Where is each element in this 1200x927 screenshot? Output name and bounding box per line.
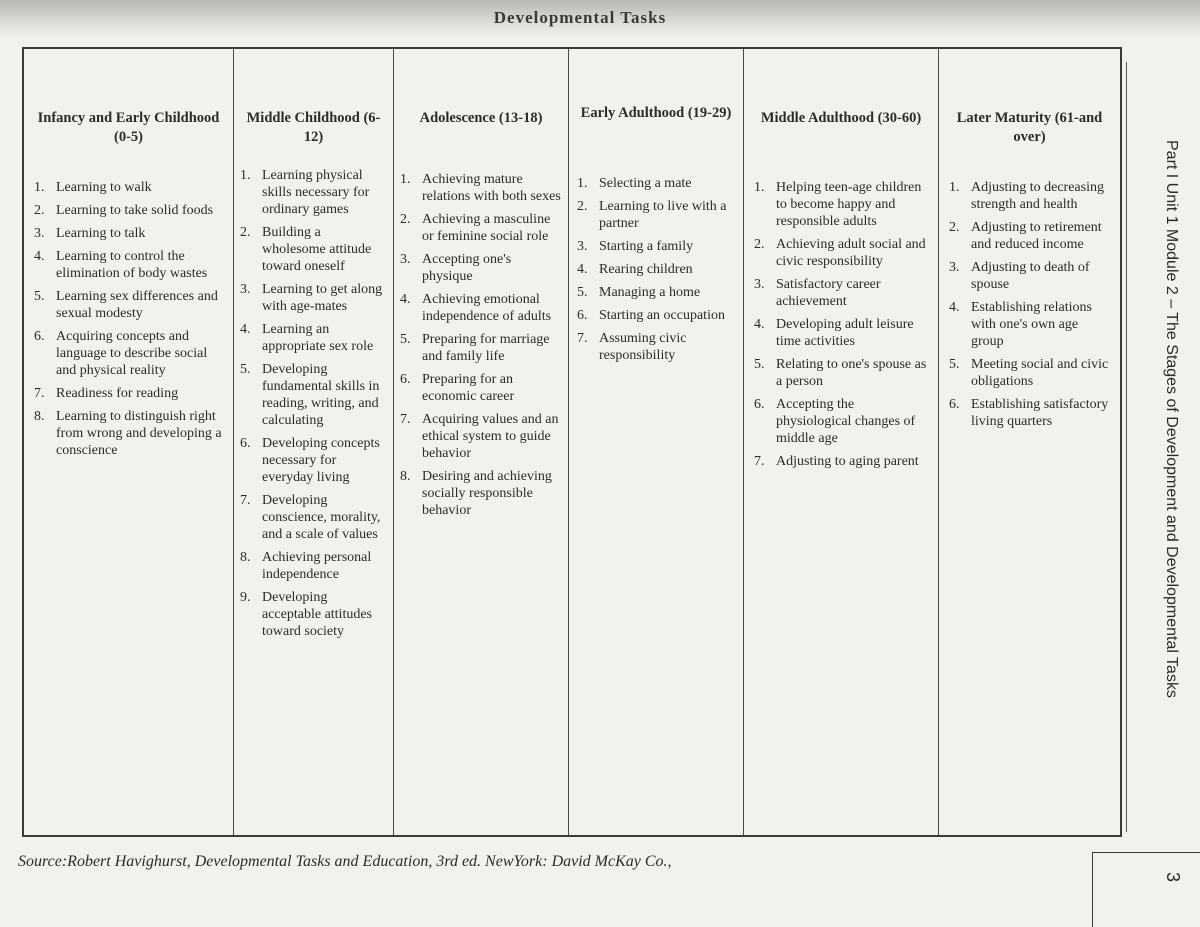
item-number: 3. [949, 260, 960, 275]
item-number: 4. [577, 262, 588, 277]
list-item [400, 251, 562, 285]
task-list [577, 175, 737, 370]
list-item [577, 330, 737, 364]
item-text: Desiring and achieving socially responsible behavior [422, 469, 552, 518]
item-text: Learning to distinguish right from wrong and developing a conscience [56, 409, 222, 458]
item-number: 4. [34, 249, 45, 264]
item-text: Relating to one's spouse as a person [776, 357, 927, 389]
item-number: 1. [577, 176, 588, 191]
item-number: 1. [754, 180, 765, 195]
item-text: Achieving emotional independence of adults [422, 292, 552, 324]
item-text: Adjusting to retirement and reduced income [971, 220, 1102, 252]
item-text: Adjusting to death of spouse [971, 260, 1090, 292]
task-list [34, 179, 227, 465]
task-list [754, 179, 932, 476]
item-number: 1. [400, 172, 411, 187]
column-heading: Later Maturity (61-and over) [956, 110, 1103, 145]
item-number: 6. [240, 436, 251, 451]
item-number: 6. [577, 308, 588, 323]
margin-rule [1126, 62, 1127, 832]
item-text: Developing conscience, morality, and a scale of values [262, 493, 381, 542]
item-number: 1. [34, 180, 45, 195]
item-number: 6. [34, 329, 45, 344]
item-number: 6. [949, 397, 960, 412]
item-text: Developing adult leisure time activities [776, 317, 914, 349]
list-item [240, 167, 387, 218]
list-item [754, 276, 932, 310]
list-item [949, 179, 1114, 213]
item-text: Acquiring concepts and language to describe social and physical reality [56, 329, 208, 378]
item-text: Learning to walk [56, 180, 152, 195]
list-item [34, 248, 227, 282]
column-heading: Middle Childhood (6-12) [246, 110, 381, 145]
list-item [754, 316, 932, 350]
list-item [34, 202, 227, 219]
item-text: Accepting the physiological changes of middle age [776, 397, 916, 446]
item-number: 7. [400, 412, 411, 427]
page-number: 3 [1163, 872, 1183, 883]
item-text: Adjusting to aging parent [776, 454, 919, 469]
item-number: 7. [754, 454, 765, 469]
list-item [400, 291, 562, 325]
task-list [400, 171, 562, 525]
column-heading: Early Adulthood (19-29) [580, 105, 732, 121]
item-text: Learning to live with a partner [599, 199, 727, 231]
column-middle-adulthood [744, 49, 939, 835]
list-item [240, 549, 387, 583]
list-item [400, 211, 562, 245]
list-item [577, 307, 737, 324]
list-item [34, 328, 227, 379]
item-text: Learning physical skills necessary for ordinary games [262, 168, 370, 217]
item-text: Learning to control the elimination of body wastes [56, 249, 208, 281]
item-text: Achieving personal independence [262, 550, 372, 582]
item-text: Building a wholesome attitude toward oneself [262, 225, 372, 274]
item-number: 4. [949, 300, 960, 315]
list-item [577, 261, 737, 278]
item-text: Achieving mature relations with both sexes [422, 172, 561, 204]
list-item [34, 408, 227, 459]
item-number: 3. [400, 252, 411, 267]
list-item [754, 356, 932, 390]
list-item [949, 356, 1114, 390]
item-number: 5. [577, 285, 588, 300]
item-number: 7. [577, 331, 588, 346]
list-item [400, 371, 562, 405]
item-text: Adjusting to decreasing strength and health [971, 180, 1104, 212]
item-number: 7. [34, 386, 45, 401]
list-item [400, 171, 562, 205]
item-text: Readiness for reading [56, 386, 179, 401]
item-number: 7. [240, 493, 251, 508]
item-number: 3. [240, 282, 251, 297]
item-number: 5. [949, 357, 960, 372]
item-text: Preparing for an economic career [422, 372, 515, 404]
column-early-adulthood [569, 49, 744, 835]
list-item [240, 224, 387, 275]
item-text: Accepting one's physique [422, 252, 512, 284]
item-text: Meeting social and civic obligations [971, 357, 1109, 389]
task-list [949, 179, 1114, 436]
item-number: 5. [400, 332, 411, 347]
list-item [949, 259, 1114, 293]
list-item [400, 331, 562, 365]
list-item [754, 396, 932, 447]
list-item [400, 411, 562, 462]
item-number: 8. [240, 550, 251, 565]
item-number: 4. [400, 292, 411, 307]
item-text: Learning to get along with age-mates [262, 282, 383, 314]
list-item [34, 288, 227, 322]
column-middle-childhood [234, 49, 394, 835]
item-text: Managing a home [599, 285, 701, 300]
developmental-tasks-table [22, 47, 1122, 837]
item-text: Learning to talk [56, 226, 146, 241]
item-text: Establishing relations with one's own age group [971, 300, 1092, 349]
item-number: 8. [34, 409, 45, 424]
item-text: Achieving adult social and civic responsibility [776, 237, 926, 269]
list-item [577, 284, 737, 301]
list-item [240, 435, 387, 486]
item-text: Developing acceptable attitudes toward society [262, 590, 372, 639]
list-item [949, 299, 1114, 350]
item-number: 2. [34, 203, 45, 218]
page-header: Developmental Tasks [493, 8, 667, 27]
item-text: Starting a family [599, 239, 694, 254]
item-number: 4. [240, 322, 251, 337]
item-text: Developing fundamental skills in reading, writing, and calculating [262, 362, 380, 428]
side-running-title: Part I Unit 1 Module 2 – The Stages of Development and Developmental Tasks [1163, 140, 1180, 698]
list-item [240, 361, 387, 429]
item-text: Learning to take solid foods [56, 203, 214, 218]
item-number: 9. [240, 590, 251, 605]
list-item [577, 175, 737, 192]
list-item [34, 225, 227, 242]
item-number: 5. [754, 357, 765, 372]
column-heading: Infancy and Early Childhood (0-5) [37, 110, 220, 145]
item-text: Learning an appropriate sex role [262, 322, 374, 354]
item-text: Learning sex differences and sexual modesty [56, 289, 218, 321]
item-text: Satisfactory career achievement [776, 277, 881, 309]
page-corner-box [1092, 852, 1200, 927]
item-text: Rearing children [599, 262, 693, 277]
source-citation: Source:Robert Havighurst, Developmental Tasks and Education, 3rd ed. NewYork: David McKay Co., [18, 853, 672, 870]
column-heading: Adolescence (13-18) [419, 110, 543, 126]
list-item [34, 179, 227, 196]
column-adolescence [394, 49, 569, 835]
list-item [240, 321, 387, 355]
item-text: Establishing satisfactory living quarters [971, 397, 1109, 429]
item-number: 2. [400, 212, 411, 227]
list-item [240, 492, 387, 543]
item-number: 2. [949, 220, 960, 235]
item-number: 2. [754, 237, 765, 252]
column-infancy [24, 49, 234, 835]
item-text: Preparing for marriage and family life [422, 332, 550, 364]
item-number: 3. [754, 277, 765, 292]
list-item [240, 281, 387, 315]
item-text: Acquiring values and an ethical system to guide behavior [422, 412, 559, 461]
item-number: 2. [577, 199, 588, 214]
list-item [240, 589, 387, 640]
column-later-maturity [939, 49, 1120, 835]
item-text: Developing concepts necessary for everyday living [262, 436, 380, 485]
list-item [949, 219, 1114, 253]
item-text: Starting an occupation [599, 308, 725, 323]
list-item [754, 453, 932, 470]
item-text: Helping teen-age children to become happy and responsible adults [776, 180, 922, 229]
item-number: 2. [240, 225, 251, 240]
item-text: Assuming civic responsibility [599, 331, 687, 363]
task-list [240, 167, 387, 646]
list-item [577, 198, 737, 232]
list-item [400, 468, 562, 519]
item-number: 1. [240, 168, 251, 183]
item-text: Achieving a masculine or feminine social role [422, 212, 551, 244]
item-number: 1. [949, 180, 960, 195]
item-number: 6. [400, 372, 411, 387]
list-item [577, 238, 737, 255]
list-item [949, 396, 1114, 430]
item-number: 8. [400, 469, 411, 484]
item-number: 3. [577, 239, 588, 254]
item-number: 4. [754, 317, 765, 332]
item-number: 6. [754, 397, 765, 412]
item-number: 3. [34, 226, 45, 241]
item-number: 5. [34, 289, 45, 304]
list-item [34, 385, 227, 402]
list-item [754, 179, 932, 230]
item-number: 5. [240, 362, 251, 377]
item-text: Selecting a mate [599, 176, 692, 191]
list-item [754, 236, 932, 270]
column-heading: Middle Adulthood (30-60) [760, 110, 922, 126]
